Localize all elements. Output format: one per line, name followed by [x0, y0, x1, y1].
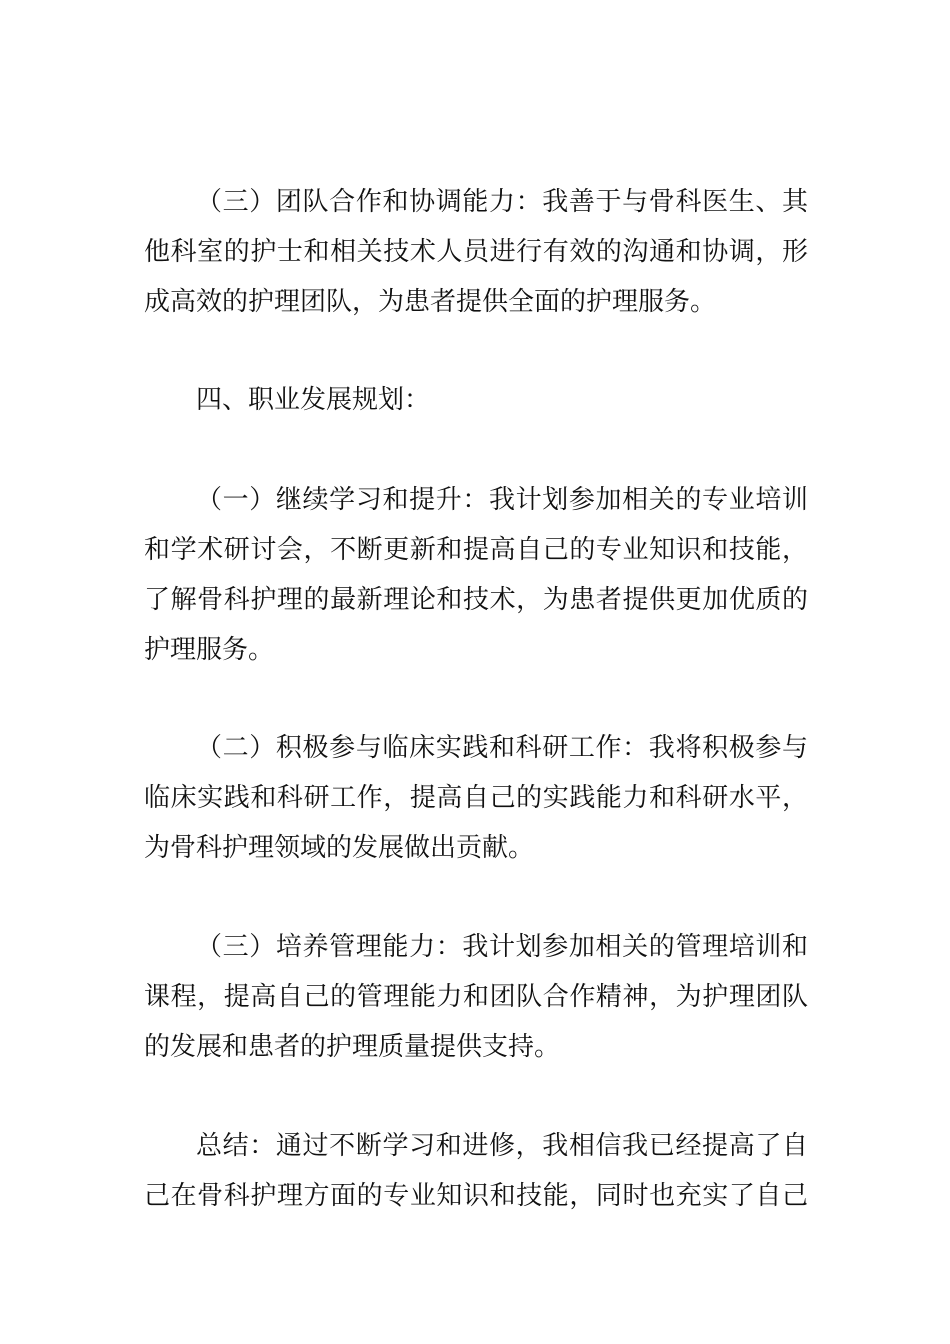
section-heading: 四、职业发展规划： [196, 385, 431, 415]
paragraph-line: 的发展和患者的护理质量提供支持。 [144, 1032, 561, 1062]
paragraph-line: 他科室的护士和相关技术人员进行有效的沟通和协调，形 [144, 237, 808, 267]
paragraph-line: （三）培养管理能力：我计划参加相关的管理培训和 [196, 932, 808, 962]
paragraph-management [144, 922, 808, 1072]
paragraph-line: 己在骨科护理方面的专业知识和技能，同时也充实了自己 [144, 1181, 808, 1211]
paragraph-teamwork [144, 177, 808, 327]
paragraph-line: 了解骨科护理的最新理论和技术，为患者提供更加优质的 [144, 585, 808, 615]
paragraph-line: 课程，提高自己的管理能力和团队合作精神，为护理团队 [144, 982, 808, 1012]
paragraph-line: 为骨科护理领域的发展做出贡献。 [144, 833, 535, 863]
paragraph-continuous-learning [144, 475, 808, 675]
paragraph-summary [144, 1121, 808, 1221]
paragraph-line: 护理服务。 [144, 635, 275, 665]
paragraph-clinical-research [144, 723, 808, 873]
paragraph-line: （三）团队合作和协调能力：我善于与骨科医生、其 [196, 187, 808, 217]
paragraph-line: 成高效的护理团队，为患者提供全面的护理服务。 [144, 287, 717, 317]
section-heading-career-plan [144, 375, 808, 425]
paragraph-line: （一）继续学习和提升：我计划参加相关的专业培训 [196, 485, 808, 515]
paragraph-line: 和学术研讨会，不断更新和提高自己的专业知识和技能， [144, 535, 808, 565]
paragraph-line: 总结：通过不断学习和进修，我相信我已经提高了自 [196, 1131, 808, 1161]
paragraph-line: （二）积极参与临床实践和科研工作：我将积极参与 [196, 733, 808, 763]
paragraph-line: 临床实践和科研工作，提高自己的实践能力和科研水平， [144, 783, 808, 813]
